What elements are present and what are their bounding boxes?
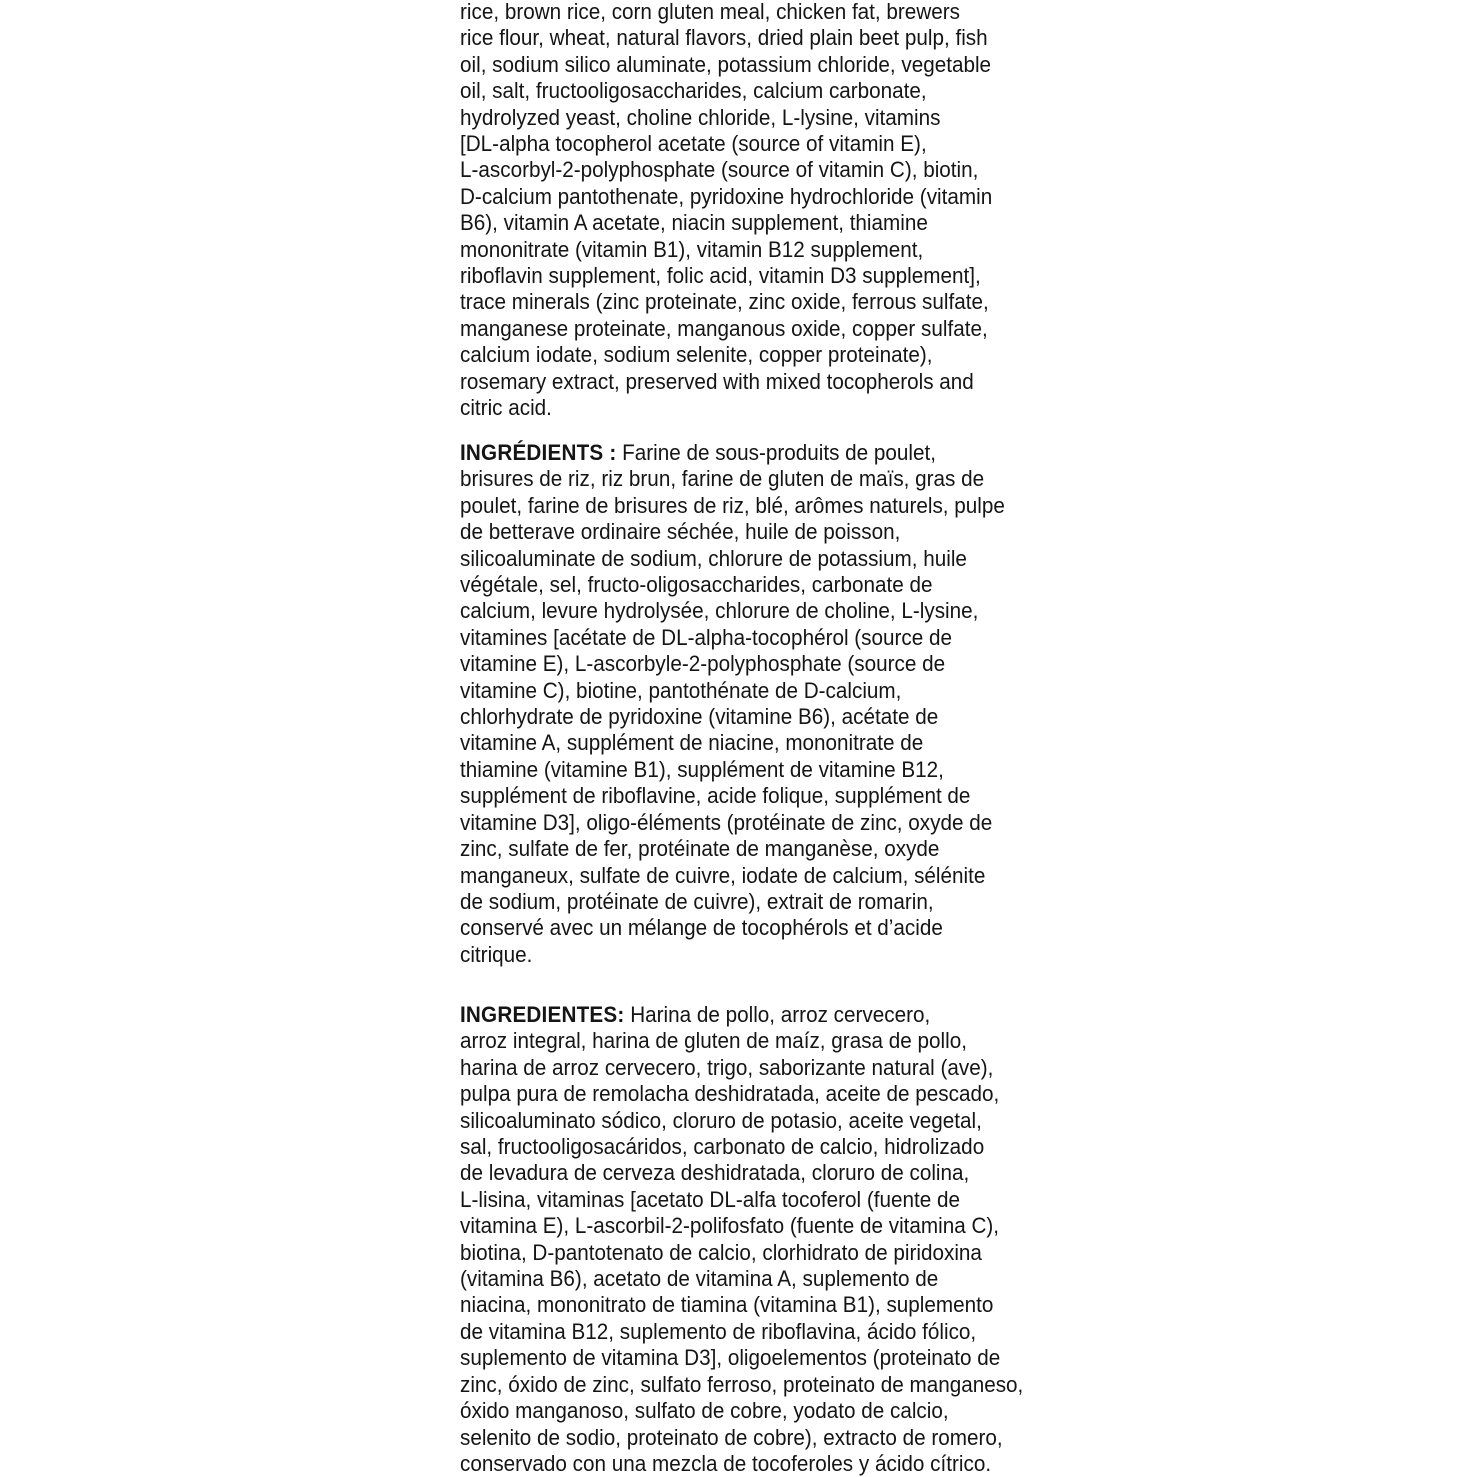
ingredients-french-line: zinc, sulfate de fer, protéinate de manganèse, oxyde [460, 836, 940, 862]
ingredients-french-line: vitamine A, supplément de niacine, mononitrate de [460, 730, 924, 756]
ingredients-spanish-line: selenito de sodio, proteinato de cobre), extracto de romero, [460, 1424, 1003, 1450]
ingredients-section-english [460, 0, 1080, 422]
ingredients-french-line: poulet, farine de brisures de riz, blé, arômes naturels, pulpe [460, 492, 1005, 518]
ingredients-english-line: L-ascorbyl-2-polyphosphate (source of vitamin C), biotin, [460, 157, 979, 183]
ingredients-french-line: végétale, sel, fructo-oligosaccharides, carbonate de [460, 572, 933, 598]
ingredients-spanish-line: arroz integral, harina de gluten de maíz, grasa de pollo, [460, 1028, 967, 1054]
ingredients-spanish-line: (vitamina B6), acetato de vitamina A, suplemento de [460, 1266, 939, 1292]
ingredients-spanish-line: L-lisina, vitaminas [acetato DL-alfa tocoferol (fuente de [460, 1186, 961, 1212]
ingredients-french-line: brisures de riz, riz brun, farine de gluten de maïs, gras de [460, 466, 985, 492]
ingredients-french-line: calcium, levure hydrolysée, chlorure de choline, L-lysine, [460, 598, 979, 624]
ingredients-french-line: thiamine (vitamine B1), supplément de vitamine B12, [460, 756, 944, 782]
ingredients-french-line: de betterave ordinaire séchée, huile de poisson, [460, 519, 901, 545]
ingredients-english-line: rice, brown rice, corn gluten meal, chicken fat, brewers [460, 0, 960, 24]
ingredients-english-line: hydrolyzed yeast, choline chloride, L-lysine, vitamins [460, 104, 941, 130]
ingredients-french-line: INGRÉDIENTS : Farine de sous-produits de poulet, [460, 440, 936, 465]
ingredients-french-line: supplément de riboflavine, acide folique, supplément de [460, 783, 971, 809]
ingredients-english-line: calcium iodate, sodium selenite, copper proteinate), [460, 342, 933, 368]
ingredients-english-line: citric acid. [460, 395, 552, 421]
ingredients-spanish-line: conservado con una mezcla de tocoferoles y ácido cítrico. [460, 1450, 992, 1476]
ingredients-spanish-line: de vitamina B12, suplemento de riboflavina, ácido fólico, [460, 1318, 977, 1344]
ingredients-english-line: rosemary extract, preserved with mixed tocopherols and [460, 368, 974, 394]
ingredients-spanish-line: zinc, óxido de zinc, sulfato ferroso, proteinato de manganeso, [460, 1371, 1024, 1397]
ingredients-french-line: conservé avec un mélange de tocophérols et d’acide [460, 915, 943, 941]
ingredients-french-line: citrique. [460, 941, 533, 967]
ingredients-spanish-line: vitamina E), L-ascorbil-2-polifosfato (fuente de vitamina C), [460, 1213, 1000, 1239]
ingredients-english-line: B6), vitamin A acetate, niacin supplement, thiamine [460, 210, 928, 236]
ingredients-french-line: silicoaluminate de sodium, chlorure de potassium, huile [460, 545, 967, 571]
ingredients-english-line: riboflavin supplement, folic acid, vitamin D3 supplement], [460, 263, 981, 289]
ingredients-section-french [460, 440, 1080, 968]
ingredients-spanish-line: harina de arroz cervecero, trigo, saborizante natural (ave), [460, 1054, 994, 1080]
ingredients-english-line: [DL-alpha tocopherol acetate (source of vitamin E), [460, 131, 927, 157]
ingredients-spanish-line: INGREDIENTES: Harina de pollo, arroz cervecero, [460, 1002, 931, 1027]
ingredients-french-line: manganeux, sulfate de cuivre, iodate de calcium, sélénite [460, 862, 986, 888]
ingredients-french-line: chlorhydrate de pyridoxine (vitamine B6), acétate de [460, 704, 939, 730]
ingredients-french-line: vitamine D3], oligo-éléments (protéinate de zinc, oxyde de [460, 809, 993, 835]
ingredients-french-line: vitamines [acétate de DL-alpha-tocophérol (source de [460, 624, 953, 650]
ingredients-spanish-line: silicoaluminato sódico, cloruro de potasio, aceite vegetal, [460, 1107, 982, 1133]
ingredients-french-line: de sodium, protéinate de cuivre), extrait de romarin, [460, 888, 934, 914]
ingredients-french-heading: INGRÉDIENTS : [460, 440, 617, 465]
ingredients-english-line: D-calcium pantothenate, pyridoxine hydrochloride (vitamin [460, 183, 993, 209]
ingredients-english-line: oil, salt, fructooligosaccharides, calcium carbonate, [460, 78, 927, 104]
ingredients-spanish-line: óxido manganoso, sulfato de cobre, yodato de calcio, [460, 1398, 949, 1424]
ingredients-section-spanish [460, 1002, 1080, 1477]
ingredients-french-line: vitamine C), biotine, pantothénate de D-calcium, [460, 677, 902, 703]
ingredients-english-line: rice flour, wheat, natural flavors, dried plain beet pulp, fish [460, 25, 988, 51]
ingredients-spanish-line: sal, fructooligosacáridos, carbonato de calcio, hidrolizado [460, 1134, 985, 1160]
ingredients-english-line: mononitrate (vitamin B1), vitamin B12 supplement, [460, 236, 924, 262]
ingredients-spanish-line: de levadura de cerveza deshidratada, cloruro de colina, [460, 1160, 970, 1186]
ingredients-spanish-line: biotina, D-pantotenato de calcio, clorhidrato de piridoxina [460, 1239, 982, 1265]
ingredients-english-line: trace minerals (zinc proteinate, zinc oxide, ferrous sulfate, [460, 289, 989, 315]
ingredients-english-line: manganese proteinate, manganous oxide, copper sulfate, [460, 315, 988, 341]
ingredients-spanish-line: pulpa pura de remolacha deshidratada, aceite de pescado, [460, 1081, 1000, 1107]
ingredients-spanish-heading: INGREDIENTES: [460, 1002, 625, 1027]
ingredients-spanish-line: niacina, mononitrato de tiamina (vitamina B1), suplemento [460, 1292, 994, 1318]
ingredients-spanish-line: suplemento de vitamina D3], oligoelementos (proteinato de [460, 1345, 1001, 1371]
ingredients-french-line: vitamine E), L-ascorbyle-2-polyphosphate (source de [460, 651, 946, 677]
ingredients-english-line: oil, sodium silico aluminate, potassium chloride, vegetable [460, 51, 992, 77]
